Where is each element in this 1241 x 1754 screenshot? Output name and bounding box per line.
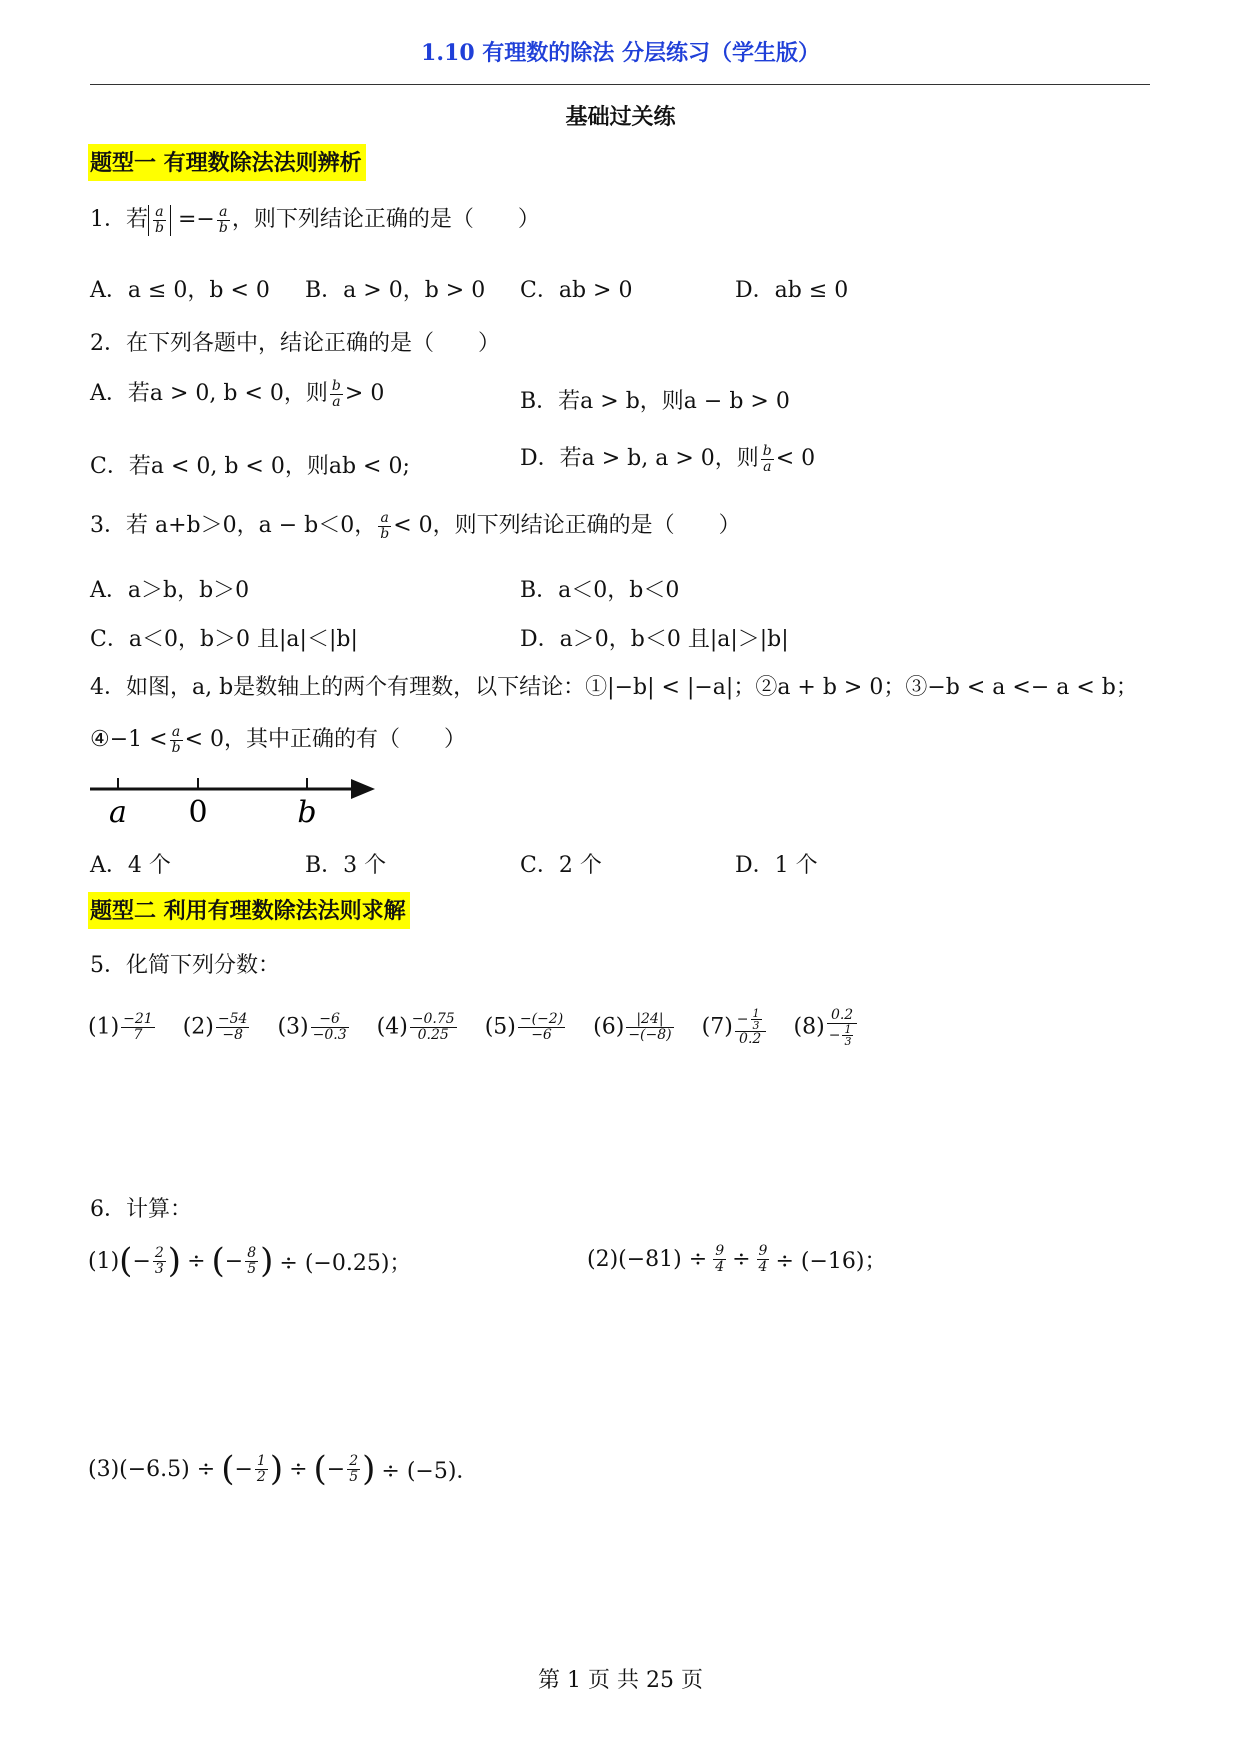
q3-fraction: $\frac{a}{b}$ xyxy=(380,509,390,542)
q1-option-a[interactable]: A．a ≤ 0，b < 0 xyxy=(90,278,270,303)
q2-option-a[interactable]: A．若a > 0, b < 0，则 $\frac{b}{a}$ > 0 xyxy=(90,377,385,410)
q2-d-fraction: $\frac{b}{a}$ xyxy=(762,442,772,475)
number-line-arrow xyxy=(351,779,375,799)
question-5: 5．化简下列分数： xyxy=(90,953,280,978)
q4-option-b[interactable]: B．3 个 xyxy=(305,853,387,878)
q1-tail: ，则下列结论正确的是（ ） xyxy=(231,207,540,232)
question-4-line-2: ④−1 < $\frac{a}{b}$ < 0，其中正确的有（ ） xyxy=(90,723,466,756)
q6-part-3: (3)(−6.5) ÷ ( − $\frac{1}{2}$ ) ÷ ( − $\frac{2}{5}$ ) ÷ (−5)． xyxy=(88,1449,479,1489)
q1-number: 1．若 xyxy=(90,207,148,232)
q1-option-c[interactable]: C．ab > 0 xyxy=(520,278,633,303)
q5-item-1: (1) $\frac{-21}{7}$ xyxy=(88,1011,153,1043)
q4-fraction: $\frac{a}{b}$ xyxy=(171,723,181,756)
question-3: 3．若 a+b＞0，a − b＜0， $\frac{a}{b}$ < 0，则下列结论正确的是（ ） xyxy=(90,509,741,542)
q5-item-2: (2) $\frac{-54}{-8}$ xyxy=(182,1011,248,1043)
q5-item-7: (7) − $\frac{1}{3}$ 0.2 xyxy=(702,1008,768,1047)
section-heading-2: 题型二 利用有理数除法法则求解 xyxy=(88,892,410,929)
q1-equals: =− xyxy=(177,207,215,232)
number-line-figure xyxy=(85,765,385,830)
q4-option-a[interactable]: A．4 个 xyxy=(90,853,171,878)
q5-item-3: (3) $\frac{-6}{-0.3}$ xyxy=(277,1011,347,1043)
section-subtitle: 基础过关练 xyxy=(565,104,676,130)
q1-abs-fraction: $\frac{a}{b}$ xyxy=(148,205,171,236)
question-4-line-1: 4．如图，a, b是数轴上的两个有理数，以下结论：①|−b| < |−a|；②a + b > 0；③−b < a <− a < b； xyxy=(90,675,1138,700)
q5-item-5: (5) $\frac{-(-2)}{-6}$ xyxy=(484,1011,564,1043)
q1-option-d[interactable]: D．ab ≤ 0 xyxy=(735,278,849,303)
q1-option-b[interactable]: B．a > 0，b > 0 xyxy=(305,278,486,303)
question-1 xyxy=(90,202,540,236)
page-title: 1.10 有理数的除法 分层练习（学生版） xyxy=(421,40,820,66)
section-heading-1: 题型一 有理数除法法则辨析 xyxy=(88,144,366,181)
question-6: 6．计算： xyxy=(90,1197,192,1222)
q5-item-6: (6) $\frac{|24|}{-(-8)}$ xyxy=(593,1011,672,1043)
question-2: 2．在下列各题中，结论正确的是（ ） xyxy=(90,331,500,356)
q3-option-d[interactable]: D．a＞0，b＜0 且|a|＞|b| xyxy=(520,627,789,652)
q3-option-b[interactable]: B．a＜0，b＜0 xyxy=(520,578,680,603)
label-zero: 0 xyxy=(188,795,208,830)
q6-part-2: (2)(−81) ÷ $\frac{9}{4}$ ÷ $\frac{9}{4}$ ÷ (−16)； xyxy=(587,1243,887,1275)
q4-option-c[interactable]: C．2 个 xyxy=(520,853,602,878)
q2-option-d[interactable]: D．若a > b, a > 0，则 $\frac{b}{a}$ < 0 xyxy=(520,442,816,475)
q1-fraction: $\frac{a}{b}$ xyxy=(218,203,228,236)
q5-item-4: (4) $\frac{-0.75}{0.25}$ xyxy=(376,1011,455,1043)
q2-option-c[interactable]: C．若a < 0, b < 0，则ab < 0; xyxy=(90,454,410,479)
q3-option-a[interactable]: A．a＞b，b＞0 xyxy=(90,578,250,603)
q2-a-fraction: $\frac{b}{a}$ xyxy=(331,377,341,410)
q2-option-b[interactable]: B．若a > b，则a − b > 0 xyxy=(520,389,790,414)
label-a: a xyxy=(109,795,127,830)
q3-option-c[interactable]: C．a＜0，b＞0 且|a|＜|b| xyxy=(90,627,358,652)
header-divider xyxy=(90,84,1150,85)
q5-item-8: (8) 0.2 − $\frac{1}{3}$ xyxy=(794,1008,860,1047)
q6-part-1: (1) ( − $\frac{2}{3}$ ) ÷ ( − $\frac{8}{5}$ ) ÷ (−0.25)； xyxy=(88,1241,412,1281)
q5-fraction-list xyxy=(88,1008,859,1047)
label-b: b xyxy=(297,795,317,830)
q4-option-d[interactable]: D．1 个 xyxy=(735,853,818,878)
page-footer: 第 1 页 共 25 页 xyxy=(538,1668,703,1693)
